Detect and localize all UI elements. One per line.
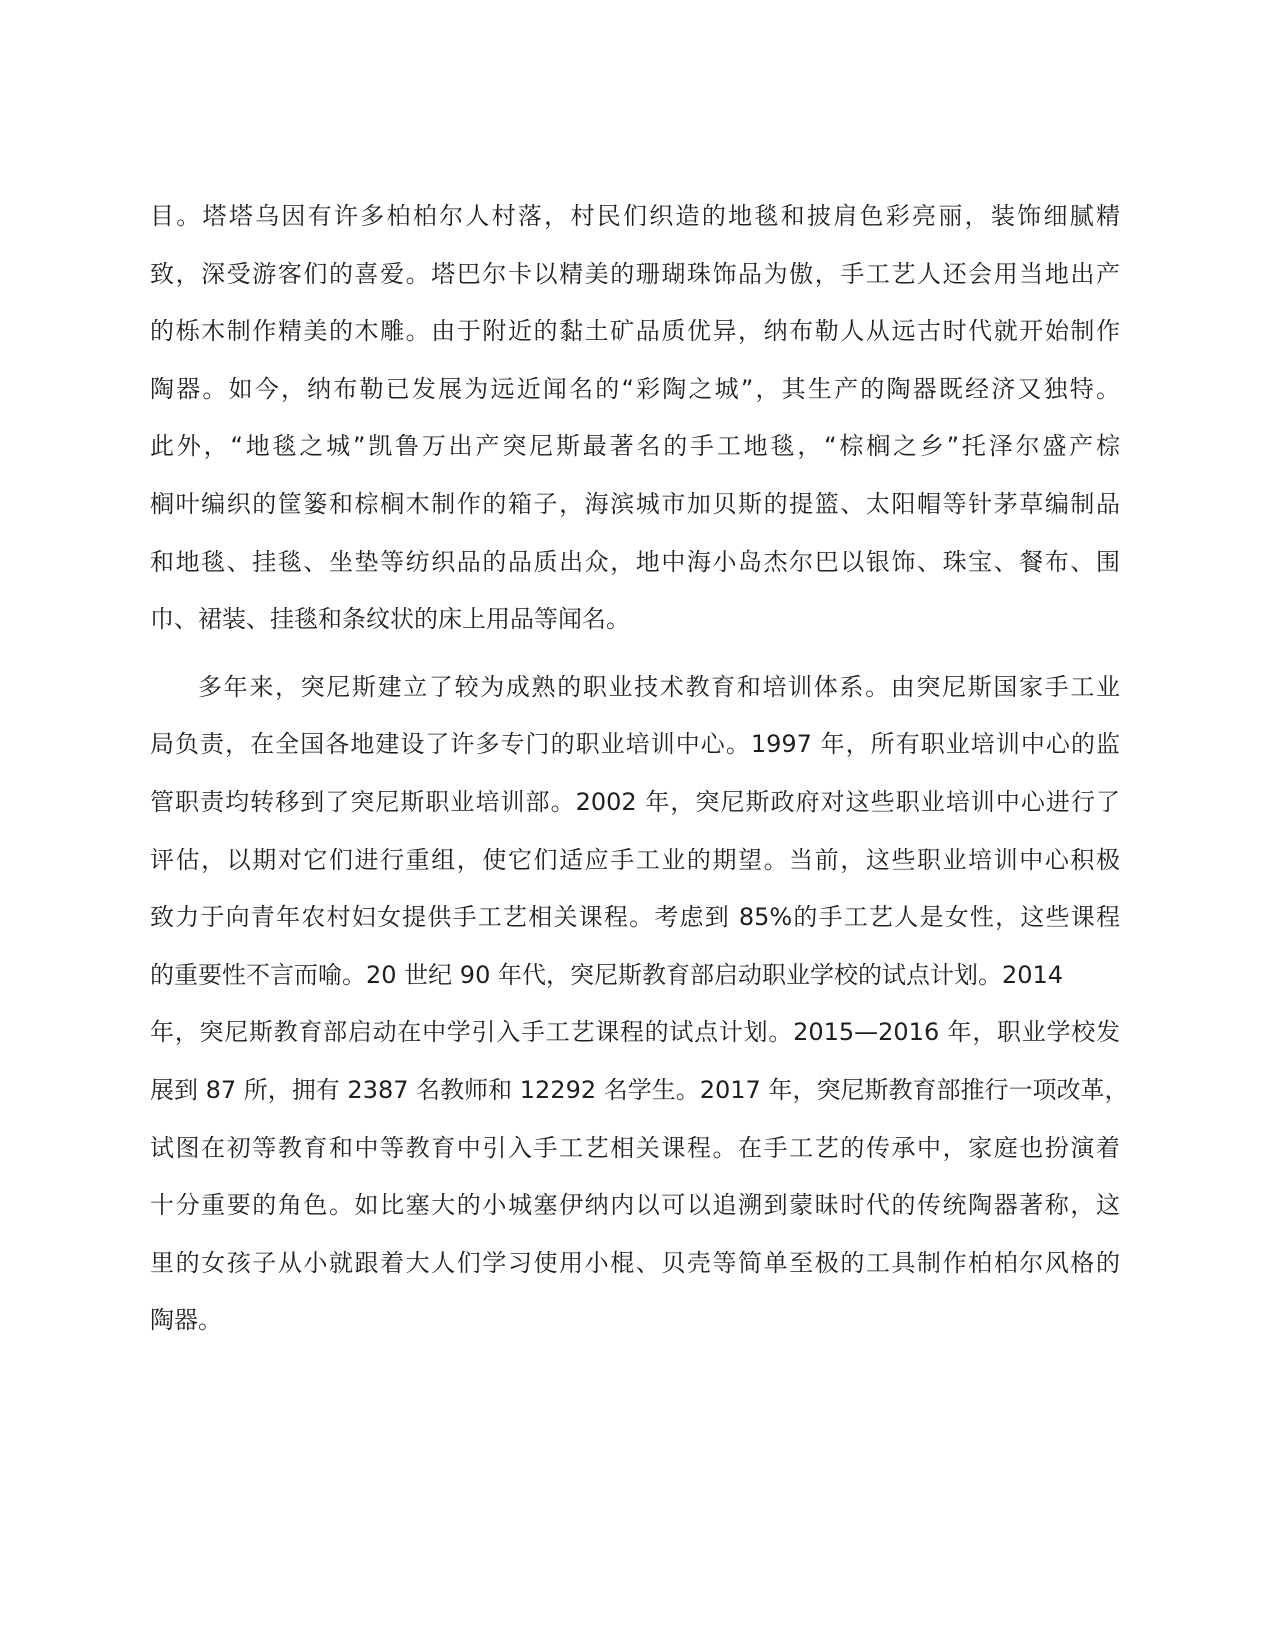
text-line: 管职责均转移到了突尼斯职业培训部。2002 年，突尼斯政府对这些职业培训中心进行了 <box>150 787 1120 816</box>
text-line: 多年来，突尼斯建立了较为成熟的职业技术教育和培训体系。由突尼斯国家手工业 <box>198 672 1120 701</box>
text-line: 榈叶编织的筐篓和棕榈木制作的箱子，海滨城市加贝斯的提篮、太阳帽等针茅草编制品 <box>150 489 1120 518</box>
text-line: 致，深受游客们的喜爱。塔巴尔卡以精美的珊瑚珠饰品为傲，手工艺人还会用当地出产 <box>150 259 1120 288</box>
text-line: 目。塔塔乌因有许多柏柏尔人村落，村民们织造的地毯和披肩色彩亮丽，装饰细腻精 <box>150 202 1120 230</box>
paragraph-handicraft-regions <box>150 188 1120 649</box>
text-line: 的栎木制作精美的木雕。由于附近的黏土矿品质优异，纳布勒人从远古时代就开始制作 <box>150 317 1120 346</box>
text-line: 陶器。如今，纳布勒已发展为远近闻名的“彩陶之城”，其生产的陶器既经济又独特。 <box>150 374 1120 403</box>
text-line: 致力于向青年农村妇女提供手工艺相关课程。考虑到 85%的手工艺人是女性，这些课程 <box>150 903 1120 932</box>
paragraph-vocational-education <box>150 659 1129 1350</box>
text-line: 此外，“地毯之城”凯鲁万出产突尼斯最著名的手工地毯，“棕榈之乡”托泽尔盛产棕 <box>150 432 1120 461</box>
text-line: 陶器。 <box>150 1306 222 1335</box>
text-line: 年，突尼斯教育部启动在中学引入手工艺课程的试点计划。2015—2016 年，职业学校发 <box>150 1018 1120 1047</box>
body-text <box>150 188 1129 1350</box>
text-line: 巾、裙装、挂毯和条纹状的床上用品等闻名。 <box>150 605 630 634</box>
text-line: 试图在初等教育和中等教育中引入手工艺相关课程。在手工艺的传承中，家庭也扮演着 <box>150 1133 1120 1162</box>
text-line: 和地毯、挂毯、坐垫等纺织品的品质出众，地中海小岛杰尔巴以银饰、珠宝、餐布、围 <box>150 547 1120 576</box>
text-line: 的重要性不言而喻。20 世纪 90 年代，突尼斯教育部启动职业学校的试点计划。2014 <box>150 960 1064 989</box>
text-line: 十分重要的角色。如比塞大的小城塞伊纳内以可以追溯到蒙昧时代的传统陶器著称，这 <box>150 1191 1120 1220</box>
text-line: 局负责，在全国各地建设了许多专门的职业培训中心。1997 年，所有职业培训中心的监 <box>150 730 1120 759</box>
text-line: 评估，以期对它们进行重组，使它们适应手工业的期望。当前，这些职业培训中心积极 <box>150 845 1120 874</box>
paragraph-spacer <box>150 649 1120 659</box>
text-line: 展到 87 所，拥有 2387 名教师和 12292 名学生。2017 年，突尼斯教育部推行一项改革， <box>150 1075 1129 1104</box>
text-line: 里的女孩子从小就跟着大人们学习使用小棍、贝壳等简单至极的工具制作柏柏尔风格的 <box>150 1248 1120 1277</box>
